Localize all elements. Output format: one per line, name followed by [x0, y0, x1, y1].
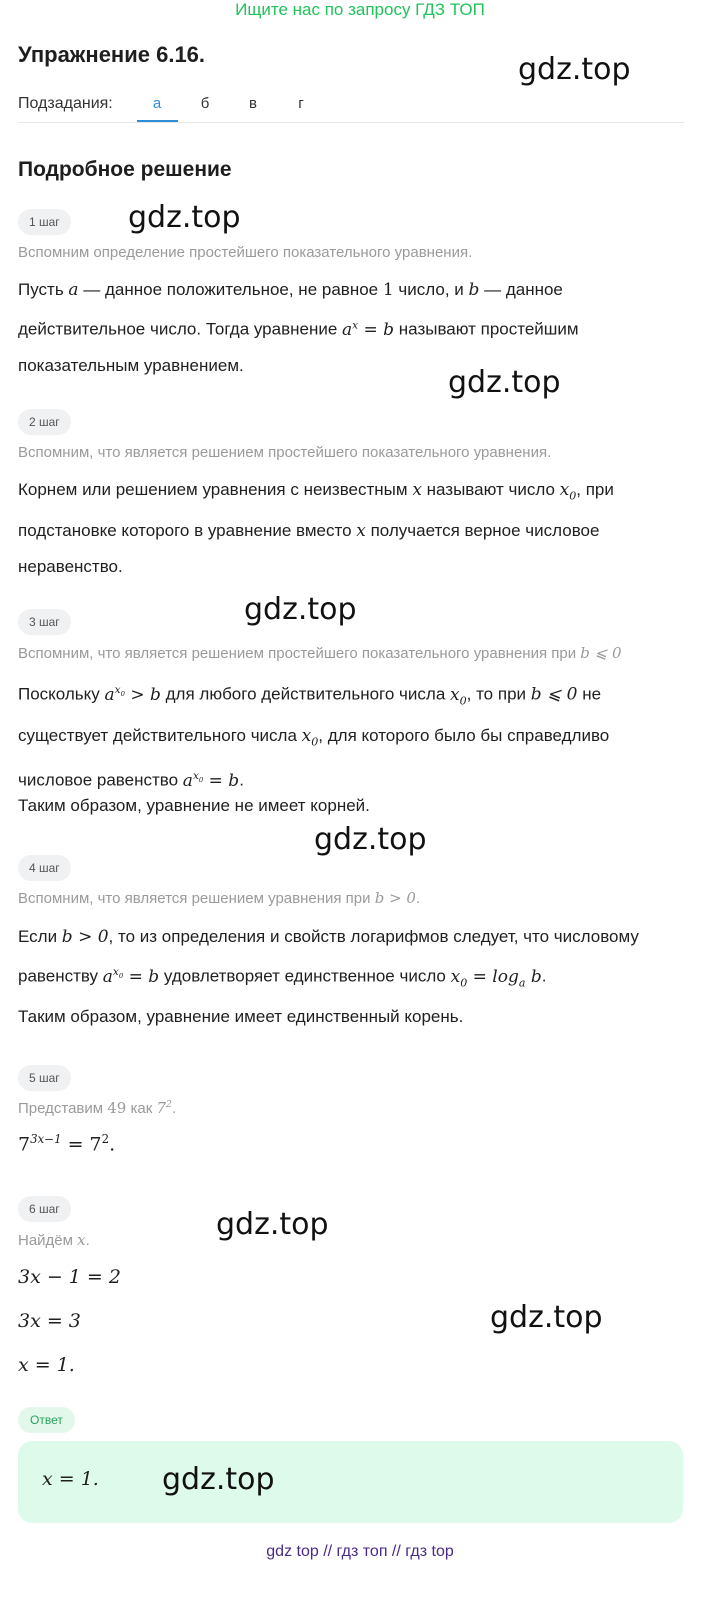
section-title: Подробное решение	[18, 158, 232, 181]
watermark: gdz.top	[490, 1300, 603, 1335]
watermark: gdz.top	[244, 592, 357, 627]
subtasks-label: Подзадания:	[18, 95, 113, 112]
page-title: Упражнение 6.16.	[18, 42, 206, 67]
tab-subtask-g[interactable]: г	[298, 95, 304, 112]
footer-links[interactable]: gdz top // гдз топ // гдз top	[266, 1543, 454, 1560]
active-tab-indicator	[137, 120, 178, 122]
step-hint-5: Представим 49 как $7^2$.	[18, 1099, 177, 1117]
step-conclusion-4: Таким образом, уравнение имеет единственный корень.	[18, 1007, 464, 1026]
tabs-divider	[18, 122, 684, 123]
answer-value: x = 1.	[42, 1468, 99, 1490]
step-hint-1: Вспомним определение простейшего показательного уравнения.	[18, 244, 473, 261]
watermark: gdz.top	[314, 822, 427, 857]
watermark: gdz.top	[162, 1462, 275, 1497]
step-badge-6: 6 шаг	[18, 1196, 71, 1222]
tab-subtask-b[interactable]: б	[200, 95, 210, 112]
watermark: gdz.top	[216, 1207, 329, 1242]
search-promo-link[interactable]: Ищите нас по запросу ГДЗ ТОП	[235, 0, 485, 19]
solution-line-2: 3x = 3	[18, 1310, 81, 1332]
step-hint-4: Вспомним, что является решением уравнения при b > 0.	[18, 889, 421, 907]
step-equation-5: $7^{3x-1} = 7^2$.	[18, 1132, 116, 1156]
answer-box	[18, 1441, 683, 1523]
step-badge-1: 1 шаг	[18, 209, 71, 235]
step-text-2: Корнем или решением уравнения с неизвестным x называют число $x_0$, при подстановке которого в уравнение вместо x получается верное числовое неравенство.	[18, 480, 614, 577]
step-badge-4: 4 шаг	[18, 855, 71, 881]
step-badge-5: 5 шаг	[18, 1065, 71, 1091]
watermark: gdz.top	[128, 200, 241, 235]
step-text-3: Поскольку $a^{x_0} > b$ для любого действительного числа $x_0$, то при b ⩽ 0 не существует действительного числа $x_0$, для которого было бы справедливо числовое равенство $a^{x_0} = b$.	[18, 684, 610, 792]
solution-line-3: x = 1.	[18, 1354, 75, 1376]
watermark: gdz.top	[448, 365, 561, 400]
step-text-4: Если b > 0, то из определения и свойств логарифмов следует, что числовому равенству $a^{x_0} = b$ удовлетворяет единственное число $x_0 = \log_a b$.	[18, 927, 639, 990]
step-badge-3: 3 шаг	[18, 609, 71, 635]
step-hint-6: Найдём x.	[18, 1231, 90, 1249]
step-badge-2: 2 шаг	[18, 409, 71, 435]
step-hint-2: Вспомним, что является решением простейшего показательного уравнения.	[18, 444, 552, 461]
step-hint-3: Вспомним, что является решением простейшего показательного уравнения при b ⩽ 0	[18, 644, 622, 662]
step-conclusion-3: Таким образом, уравнение не имеет корней.	[18, 796, 370, 815]
tab-subtask-v[interactable]: в	[249, 95, 257, 112]
tab-subtask-a[interactable]: а	[152, 95, 162, 112]
step-text-1: Пусть a — данное положительное, не равное 1 число, и b — данное действительное число. Тогда уравнение $a^x = b$ называют простейшим показательным уравнением.	[18, 280, 579, 375]
solution-line-1: 3x − 1 = 2	[18, 1266, 121, 1288]
watermark: gdz.top	[518, 52, 631, 87]
answer-badge: Ответ	[18, 1407, 75, 1433]
